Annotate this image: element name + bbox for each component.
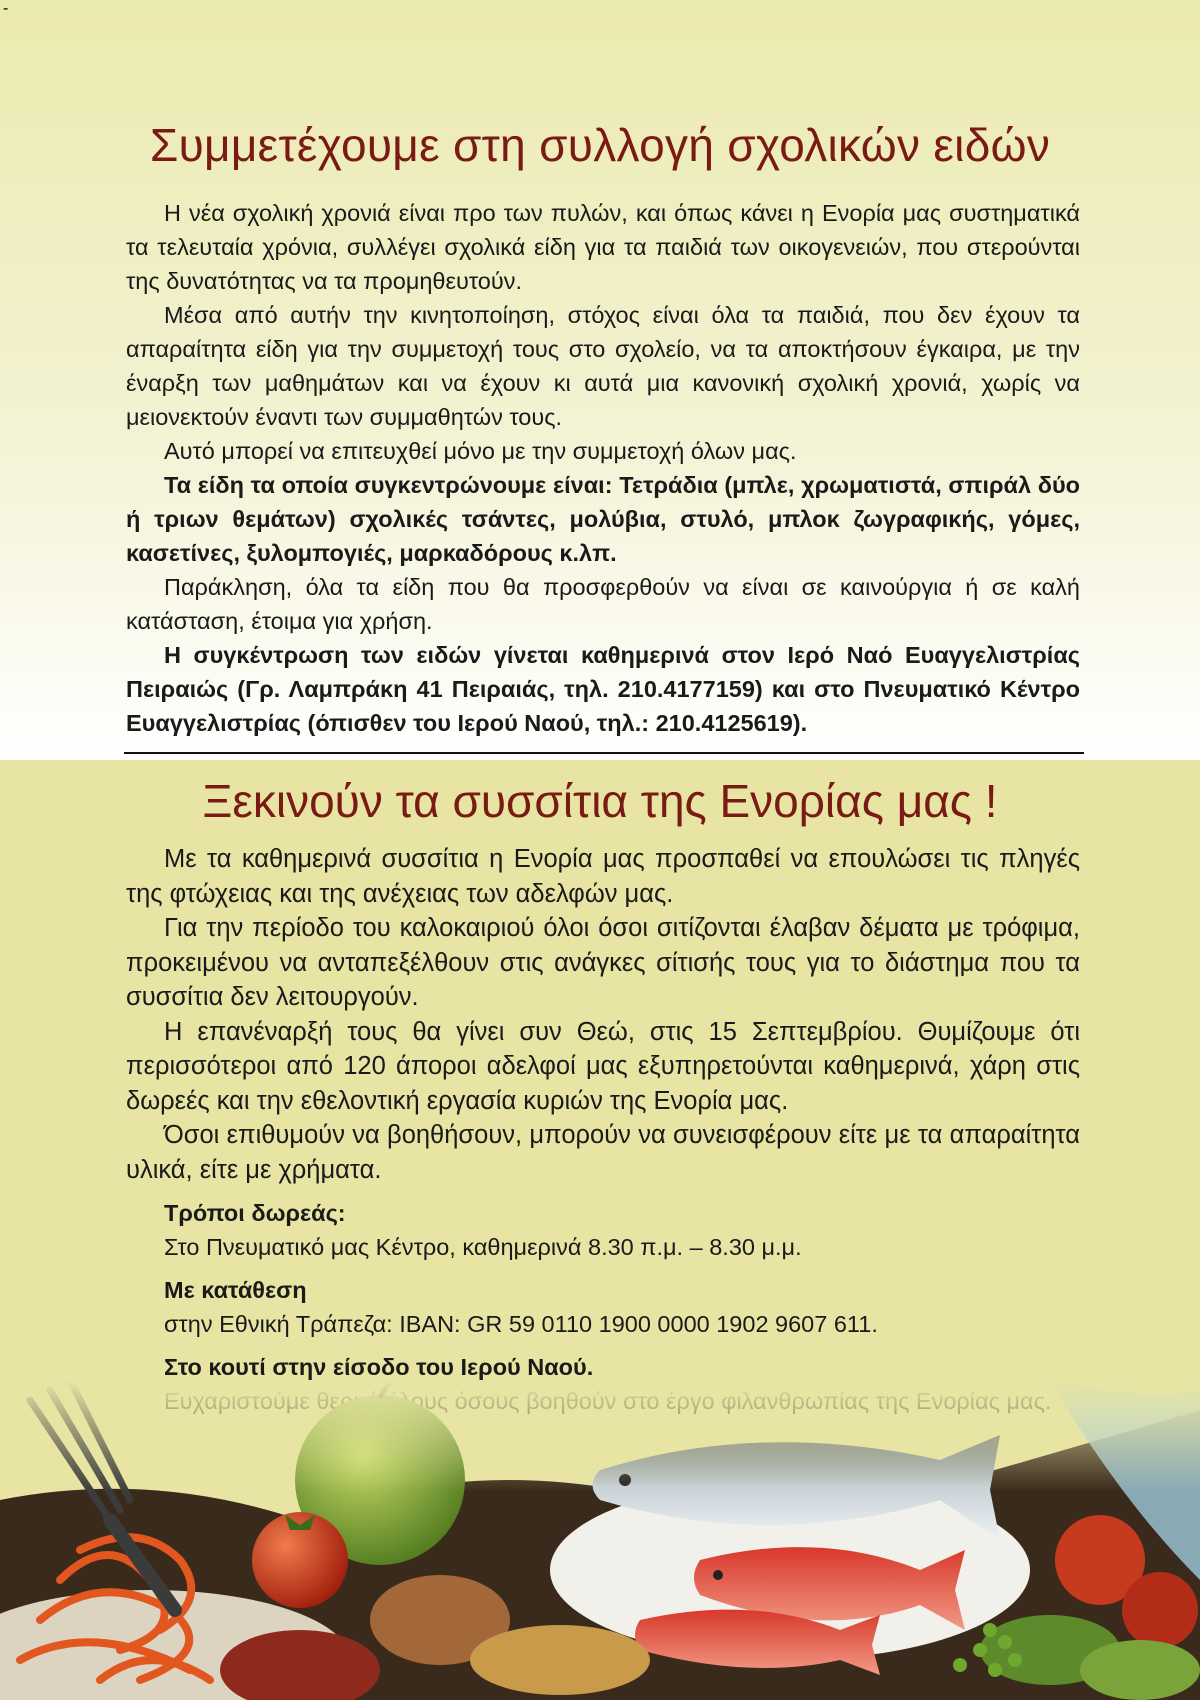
school-supplies-title: Συμμετέχουμε στη συλλογή σχολικών ειδών	[149, 119, 1051, 171]
donation-method	[164, 1273, 1084, 1341]
paragraph: Η νέα σχολική χρονιά είναι προ των πυλών, και όπως κάνει η Ενορία μας συστηματικά τα τελευταία χρόνια, συλλέγει σχολικά είδη για τα παιδιά των οικογενειών, που στερούνται της δυνατότητας να τα προμηθευτούν.	[126, 200, 1080, 294]
paragraph: Παράκληση, όλα τα είδη που θα προσφερθούν να είναι σε καινούργια ή σε καλή κατάσταση, έτοιμα για χρήση.	[126, 574, 1080, 634]
school-supplies-body	[126, 196, 1080, 740]
paragraph: Όσοι επιθυμούν να βοηθήσουν, μπορούν να συνεισφέρουν είτε με τα απαραίτητα υλικά, είτε με χρήματα.	[126, 1121, 1080, 1184]
donation-heading: Στο κουτί στην είσοδο του Ιερού Ναού.	[164, 1354, 594, 1380]
donation-heading: Τρόποι δωρεάς:	[164, 1200, 346, 1226]
paragraph: Με τα καθημερινά συσσίτια η Ενορία μας προσπαθεί να επουλώσει τις πληγές της φτώχειας και της ανέχειας των αδελφών μας.	[126, 845, 1080, 908]
donation-heading: Με κατάθεση	[164, 1277, 307, 1303]
paragraph: Αυτό μπορεί να επιτευχθεί μόνο με την συμμετοχή όλων μας.	[164, 438, 797, 464]
corner-mark: -	[3, 0, 9, 17]
collection-location-paragraph: Η συγκέντρωση των ειδών γίνεται καθημερινά στον Ιερό Ναό Ευαγγελιστρίας Πειραιώς (Γρ. Λαμπράκη 41 Πειραιάς, τηλ. 210.4177159) και στο Πνευματικό Κέντρο Ευαγγελιστρίας (όπισθεν του Ιερού Ναού, τηλ.: 210.4125619).	[126, 642, 1080, 736]
section-divider	[124, 752, 1084, 754]
paragraph: Η επανέναρξή τους θα γίνει συν Θεώ, στις 15 Σεπτεμβρίου. Θυμίζουμε ότι περισσότεροι από 120 άποροι αδελφοί μας εξυπηρετούνται καθημερινά, χάρη στις δωρεές και την εθελοντική εργασία κυριών της Ενορία μας.	[126, 1017, 1080, 1115]
supplies-list-paragraph: Τα είδη τα οποία συγκεντρώνουμε είναι: Τετράδια (μπλε, χρωματιστά, σπιράλ δύο ή τριων θεμάτων) σχολικές τσάντες, μολύβια, στυλό, μπλοκ ζωγραφικής, γόμες, κασετίνες, ξυλομπογιές, μαρκαδόρους κ.λπ.	[126, 472, 1080, 566]
soup-kitchen-title: Ξεκινούν τα συσσίτια της Ενορίας μας !	[202, 775, 998, 827]
donation-detail: στην Εθνική Τράπεζα: IBAN: GR 59 0110 1900 0000 1902 9607 611.	[164, 1311, 878, 1337]
donation-method	[164, 1196, 1084, 1264]
donation-detail: Στο Πνευματικό μας Κέντρο, καθημερινά 8.30 π.μ. – 8.30 μ.μ.	[164, 1234, 802, 1260]
paragraph: Μέσα από αυτήν την κινητοποίηση, στόχος είναι όλα τα παιδιά, που δεν έχουν τα απαραίτητα είδη για την συμμετοχή τους στο σχολείο, να τα αποκτήσουν έγκαιρα, με την έναρξη των μαθημάτων και να έχουν κι αυτά μια κανονική σχολική χρονιά, χωρίς να μειονεκτούν έναντι των συμμαθητών τους.	[126, 302, 1080, 430]
soup-kitchen-body	[126, 842, 1080, 1187]
paragraph: Για την περίοδο του καλοκαιριού όλοι όσοι σιτίζονται έλαβαν δέματα με τρόφιμα, προκειμένου να ανταπεξέλθουν στις ανάγκες σίτισής τους για το διάστημα που τα συσσίτια δεν λειτουργούν.	[126, 914, 1080, 1011]
food-collage-illustration	[0, 1380, 1200, 1700]
